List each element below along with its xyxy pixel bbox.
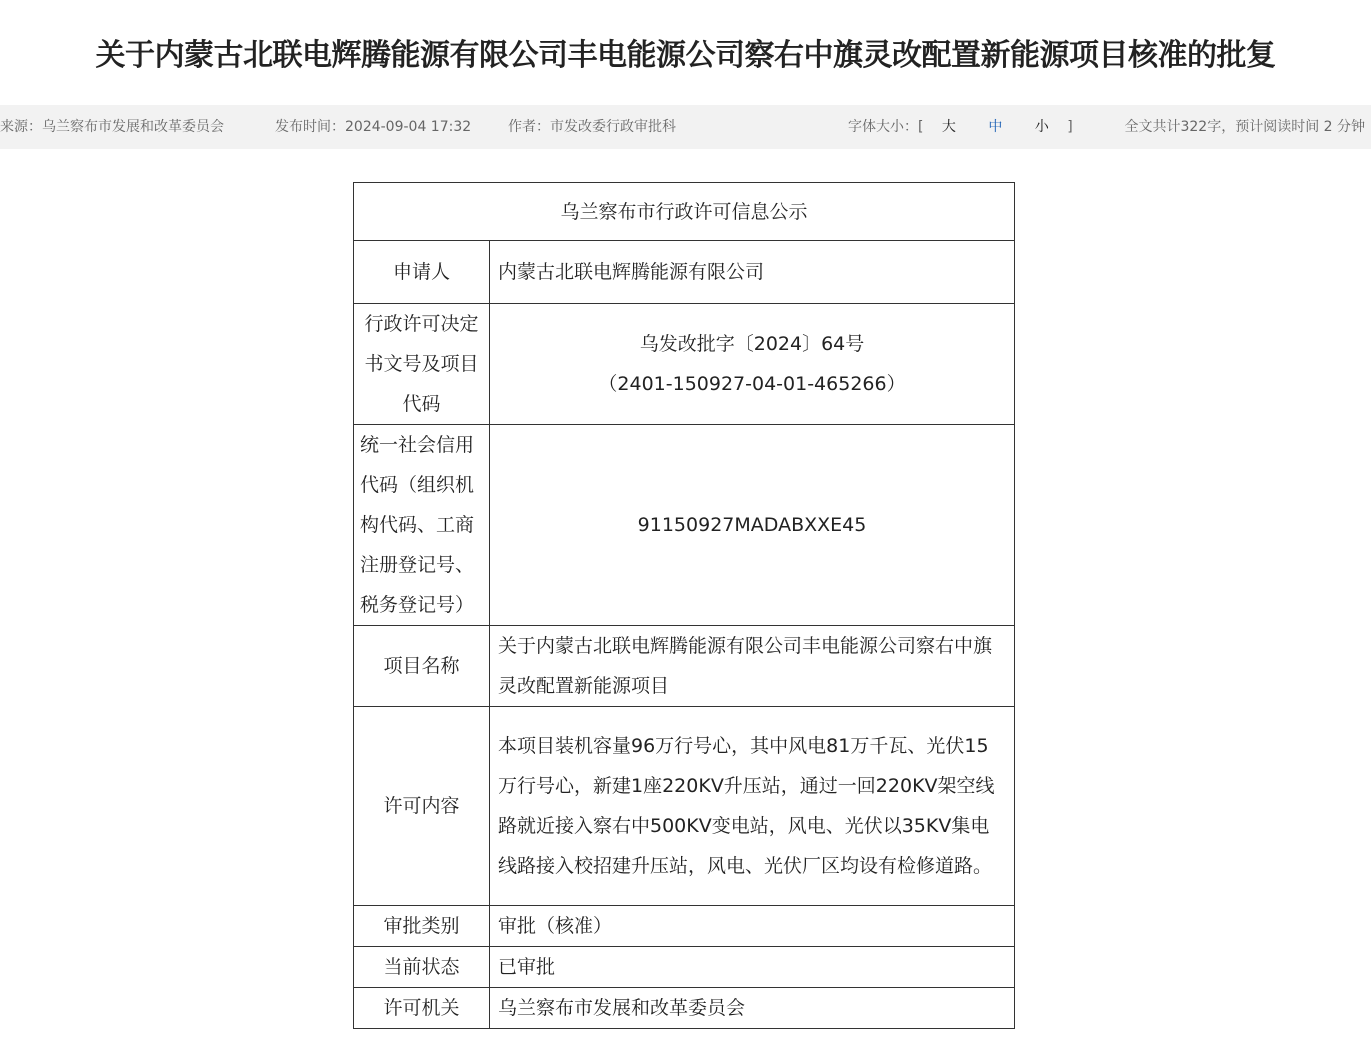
article-meta-bar xyxy=(0,105,1371,149)
meta-author: 作者：市发改委行政审批科 xyxy=(508,119,676,135)
current-status-value: 已审批 xyxy=(490,947,1015,988)
current-status-label: 当前状态 xyxy=(354,947,490,988)
table-row xyxy=(354,947,1015,988)
table-row xyxy=(354,988,1015,1029)
table-caption: 乌兰察布市行政许可信息公示 xyxy=(354,183,1015,241)
license-authority-value: 乌兰察布市发展和改革委员会 xyxy=(490,988,1015,1029)
approval-category-value: 审批（核准） xyxy=(490,906,1015,947)
table-row xyxy=(354,241,1015,304)
font-size-label: 字体大小：[ xyxy=(848,119,924,135)
meta-source: 来源：乌兰察布市发展和改革委员会 xyxy=(0,119,224,135)
font-size-control xyxy=(848,105,1073,149)
license-info-table xyxy=(353,182,1015,1029)
credit-code-label: 统一社会信用代码（组织机构代码、工商注册登记号、税务登记号） xyxy=(354,425,490,626)
decision-docno-line1: 乌发改批字〔2024〕64号 xyxy=(639,333,865,355)
license-authority-label: 许可机关 xyxy=(354,988,490,1029)
table-row xyxy=(354,906,1015,947)
meta-publish-time: 发布时间：2024-09-04 17:32 xyxy=(275,119,472,135)
table-row xyxy=(354,626,1015,707)
project-name-label: 项目名称 xyxy=(354,626,490,707)
table-row xyxy=(354,707,1015,906)
decision-docno-line2: （2401-150927-04-01-465266） xyxy=(598,373,906,395)
decision-docno-value xyxy=(490,304,1015,425)
credit-code-value: 91150927MADABXXE45 xyxy=(490,425,1015,626)
approval-category-label: 审批类别 xyxy=(354,906,490,947)
font-size-medium-button[interactable]: 中 xyxy=(988,119,1003,135)
project-name-value: 关于内蒙古北联电辉腾能源有限公司丰电能源公司察右中旗灵改配置新能源项目 xyxy=(490,626,1015,707)
font-size-small-button[interactable]: 小 xyxy=(1034,119,1049,135)
license-content-label: 许可内容 xyxy=(354,707,490,906)
decision-docno-label: 行政许可决定书文号及项目代码 xyxy=(354,304,490,425)
applicant-value: 内蒙古北联电辉腾能源有限公司 xyxy=(490,241,1015,304)
font-size-large-button[interactable]: 大 xyxy=(941,119,956,135)
font-size-close-bracket: ] xyxy=(1067,119,1073,135)
page-title: 关于内蒙古北联电辉腾能源有限公司丰电能源公司察右中旗灵改配置新能源项目核准的批复 xyxy=(95,38,1276,74)
license-content-value: 本项目装机容量96万行号心，其中风电81万千瓦、光伏15万行号心，新建1座220KV升压站，通过一回220KV架空线路就近接入察右中500KV变电站，风电、光伏以35KV集电线路接入校招建升压站，风电、光伏厂区均设有检修道路。 xyxy=(490,707,1015,906)
applicant-label: 申请人 xyxy=(354,241,490,304)
table-row xyxy=(354,425,1015,626)
table-row xyxy=(354,304,1015,425)
meta-word-count: 全文共计322字，预计阅读时间 2 分钟 xyxy=(1124,119,1365,135)
